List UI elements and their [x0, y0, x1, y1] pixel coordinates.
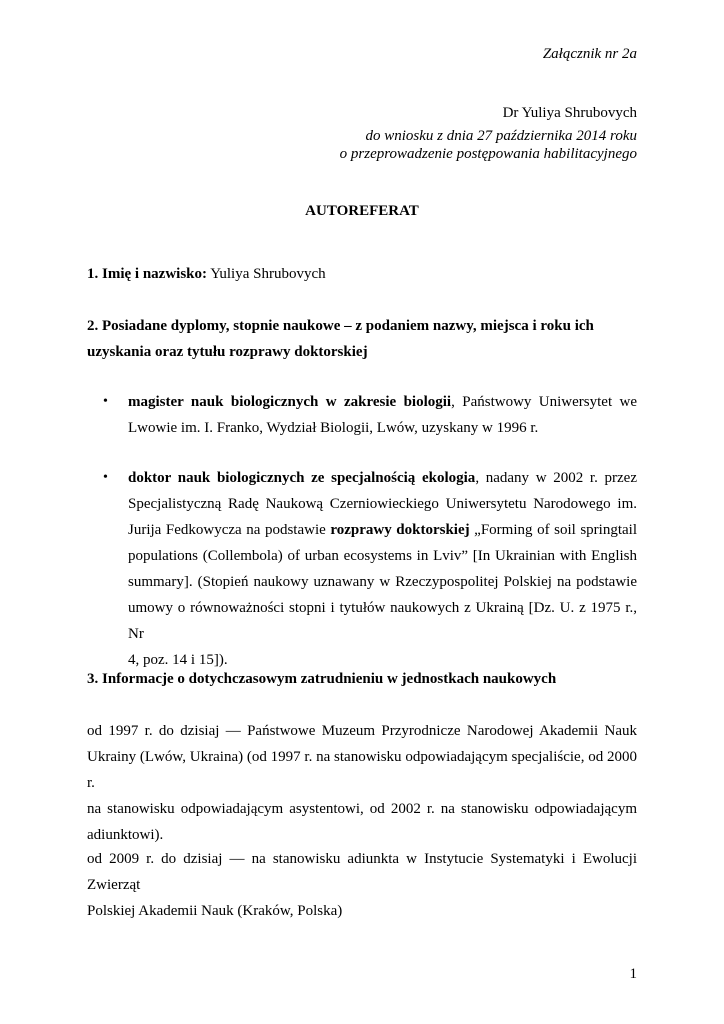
item-line: populations (Collembola) of urban ecosystems in Lviv” [In Ukrainian with English — [128, 548, 637, 564]
degree-name: magister nauk biologicznych w zakresie biologii — [128, 394, 452, 410]
item-line: 4, poz. 14 i 15]). — [128, 652, 228, 668]
item-line: doktor nauk biologicznych ze specjalnością ekologia, nadany w 2002 r. przez — [128, 470, 637, 486]
diploma-item-master — [128, 389, 637, 441]
item-line: umowy o równoważności stopni i tytułów naukowych z Ukrainą [Dz. U. z 1975 r., Nr — [128, 600, 637, 642]
section-2-heading — [87, 313, 637, 365]
section-2-heading-line: uzyskania oraz tytułu rozprawy doktorskiej — [87, 344, 368, 360]
bullet-icon: • — [103, 394, 108, 409]
paragraph-line: adiunktowi). — [87, 827, 164, 843]
application-date-line: do wniosku z dnia 27 października 2014 roku — [365, 128, 637, 144]
paragraph-line: na stanowisku odpowiadającym asystentowi, od 2002 r. na stanowisku odpowiadającym — [87, 801, 637, 817]
paragraph-line: Ukrainy (Lwów, Ukraina) (od 1997 r. na stanowisku odpowiadającym specjaliście, od 2000 r. — [87, 749, 637, 791]
document-title: AUTOREFERAT — [305, 203, 419, 219]
bullet-icon: • — [103, 470, 108, 485]
item-line: Specjalistyczną Radę Naukową Czerniowieckiego Uniwersytetu Narodowego im. — [128, 496, 637, 512]
diploma-item-doctor — [128, 465, 637, 673]
item-line: Jurija Fedkowycza na podstawie rozprawy doktorskiej „Forming of soil springtail — [128, 522, 638, 538]
item-line: magister nauk biologicznych w zakresie biologii, Państwowy Uniwersytet we — [128, 394, 637, 410]
application-subject-line: o przeprowadzenie postępowania habilitacyjnego — [339, 146, 637, 162]
section-1-value: Yuliya Shrubovych — [207, 266, 326, 282]
section-1-label: 1. Imię i nazwisko: — [87, 266, 207, 282]
item-line: Lwowie im. I. Franko, Wydział Biologii, Lwów, uzyskany w 1996 r. — [128, 420, 539, 436]
degree-name: doktor nauk biologicznych ze specjalnością ekologia — [128, 470, 476, 486]
paragraph-line: od 1997 r. do dzisiaj — Państwowe Muzeum Przyrodnicze Narodowej Akademii Nauk — [87, 723, 637, 739]
page-number: 1 — [629, 966, 637, 982]
annex-label: Załącznik nr 2a — [542, 46, 637, 62]
employment-paragraph-1 — [87, 718, 637, 848]
author-name: Dr Yuliya Shrubovych — [502, 105, 637, 121]
employment-paragraph-2 — [87, 846, 637, 924]
thesis-label: rozprawy doktorskiej — [330, 522, 470, 538]
section-2-heading-line: 2. Posiadane dyplomy, stopnie naukowe – z podaniem nazwy, miejsca i roku ich — [87, 318, 594, 334]
section-1 — [87, 261, 326, 287]
section-3-heading: 3. Informacje o dotychczasowym zatrudnieniu w jednostkach naukowych — [87, 671, 557, 687]
paragraph-line: od 2009 r. do dzisiaj — na stanowisku adiunkta w Instytucie Systematyki i Ewolucji Zwierząt — [87, 851, 637, 893]
paragraph-line: Polskiej Akademii Nauk (Kraków, Polska) — [87, 903, 343, 919]
item-line: summary]. (Stopień naukowy uznawany w Rzeczypospolitej Polskiej na podstawie — [128, 574, 637, 590]
